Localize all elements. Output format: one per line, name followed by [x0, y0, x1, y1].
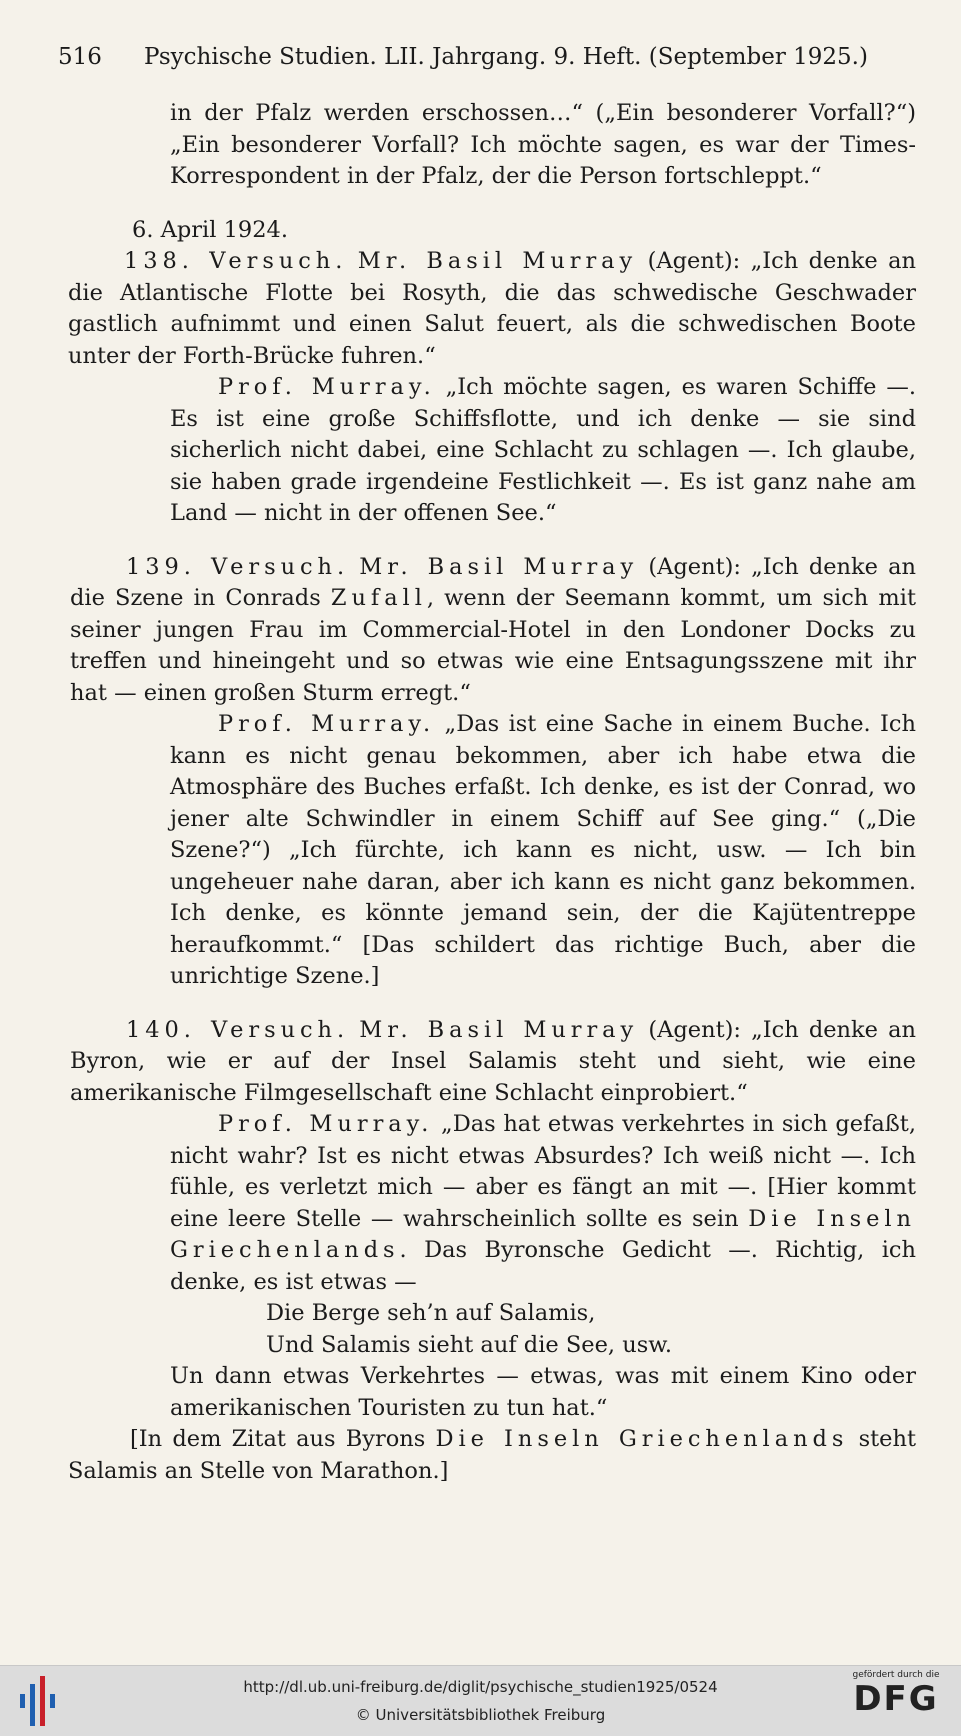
trial-text: (Agent): „Ich denke an Byron, wie er auf der Insel Salamis steht und sieht, wie eine amerikanische Filmgesellschaft eine Schlacht einprobiert.“	[70, 1016, 917, 1106]
trial-label: 138. Versuch.	[124, 248, 348, 274]
percipient-name: Prof. Murray.	[218, 711, 436, 737]
poem-title: Die Inseln Griechenlands	[435, 1426, 849, 1452]
percipient-name: Prof. Murray.	[218, 1111, 434, 1137]
response-text-continued: . Das Byronsche Gedicht —. Richtig, ich denke, es ist etwas —	[170, 1237, 916, 1295]
response-139	[170, 709, 916, 993]
running-header	[58, 44, 918, 70]
trial-text-continued: , wenn der Seemann kommt, um sich mit seiner jungen Frau im Commercial-Hotel in den Londoner Docks zu treffen und hineingeht und so etwas wie eine Entsagungsszene mit ihr hat — einen großen Sturm erregt.“	[70, 585, 916, 706]
book-title: Zufall	[330, 585, 427, 611]
running-title: Psychische Studien. LII. Jahrgang. 9. Heft. (September 1925.)	[144, 44, 868, 70]
agent-name: Mr. Basil Murray	[359, 1016, 639, 1043]
trial-138	[68, 246, 916, 372]
dfg-wordmark: DFG	[853, 1679, 939, 1719]
percipient-name: Prof. Murray.	[218, 374, 436, 400]
agent-name: Mr. Basil Murray	[359, 553, 639, 580]
session-date: 6. April 1924.	[132, 216, 288, 243]
page-body	[70, 98, 916, 1487]
response-text: „Ich möchte sagen, es waren Schiffe —. Es ist eine große Schiffsflotte, und ich denke — sie sind sicherlich nicht dabei, eine Schlacht zu schlagen —. Ich glaube, sie haben grade irgendeine Festlichkeit —. Es ist ganz nahe am Land — nicht in der offenen See.“	[170, 374, 917, 526]
editor-note	[68, 1424, 916, 1487]
poem-quote	[266, 1298, 916, 1361]
trial-140	[70, 1015, 916, 1110]
poem-line: Und Salamis sieht auf die See, usw.	[266, 1331, 672, 1358]
poem-title: Die Inseln Griechenlands	[170, 1205, 916, 1263]
response-text: „Das hat etwas verkehrtes in sich gefaßt, nicht wahr? Ist es nicht etwas Absurdes? Ich weiß nicht —. Ich fühle, es verletzt mich — aber es fängt an mit —. [Hier kommt eine leere Stelle — wahrscheinlich sollte es sein	[170, 1111, 917, 1232]
poem-line: Die Berge seh’n auf Salamis,	[266, 1300, 596, 1326]
viewer-footer	[0, 1665, 961, 1736]
copyright-notice: © Universitätsbibliothek Freiburg	[355, 1706, 606, 1724]
editor-text: [In dem Zitat aus Byrons	[130, 1426, 426, 1452]
editor-text-continued: steht Salamis an Stelle von Marathon.]	[68, 1426, 916, 1484]
page-number: 516	[58, 44, 102, 70]
funder-caption: gefördert durch die	[852, 1670, 940, 1680]
trial-139	[70, 552, 916, 710]
source-url-link[interactable]: http://dl.ub.uni-freiburg.de/diglit/psychische_studien1925/0524	[243, 1678, 718, 1696]
trial-text: (Agent): „Ich denke an die Szene in Conrads	[70, 553, 917, 611]
dfg-logo	[841, 1670, 951, 1718]
response-138	[170, 372, 916, 530]
response-140-end: Un dann etwas Verkehrtes — etwas, was mit einem Kino oder amerikanischen Touristen zu tun hat.“	[170, 1363, 916, 1421]
paragraph-continuation: in der Pfalz werden erschossen…“ („Ein besonderer Vorfall?“) „Ein besonderer Vorfall? Ich möchte sagen, es war der Times-Korrespondent in der Pfalz, der die Person fortschleppt.“	[170, 100, 916, 189]
trial-label: 139. Versuch.	[126, 553, 350, 580]
response-text: „Das ist eine Sache in einem Buche. Ich kann es nicht genau bekommen, aber ich habe etwa die Atmosphäre des Buches erfaßt. Ich denke, es ist der Conrad, wo jener alte Schwindler in einem Schiff auf See ging.“ („Die Szene?“) „Ich fürchte, ich kann es nicht, usw. — Ich bin ungeheuer nahe daran, aber ich kann es nicht ganz bekommen. Ich denke, es könnte jemand sein, der die Kajütentreppe heraufkommt.“ [Das schildert das richtige Buch, aber die unrichtige Szene.]	[170, 711, 917, 989]
response-140	[170, 1109, 916, 1298]
trial-text: (Agent): „Ich denke an die Atlantische Flotte bei Rosyth, die das schwedische Geschwader gastlich aufnimmt und einen Salut feuert, als die schwedischen Boote unter der Forth-Brücke fuhren.“	[68, 248, 917, 369]
agent-name: Mr. Basil Murray	[357, 248, 638, 274]
trial-label: 140. Versuch.	[126, 1016, 350, 1043]
